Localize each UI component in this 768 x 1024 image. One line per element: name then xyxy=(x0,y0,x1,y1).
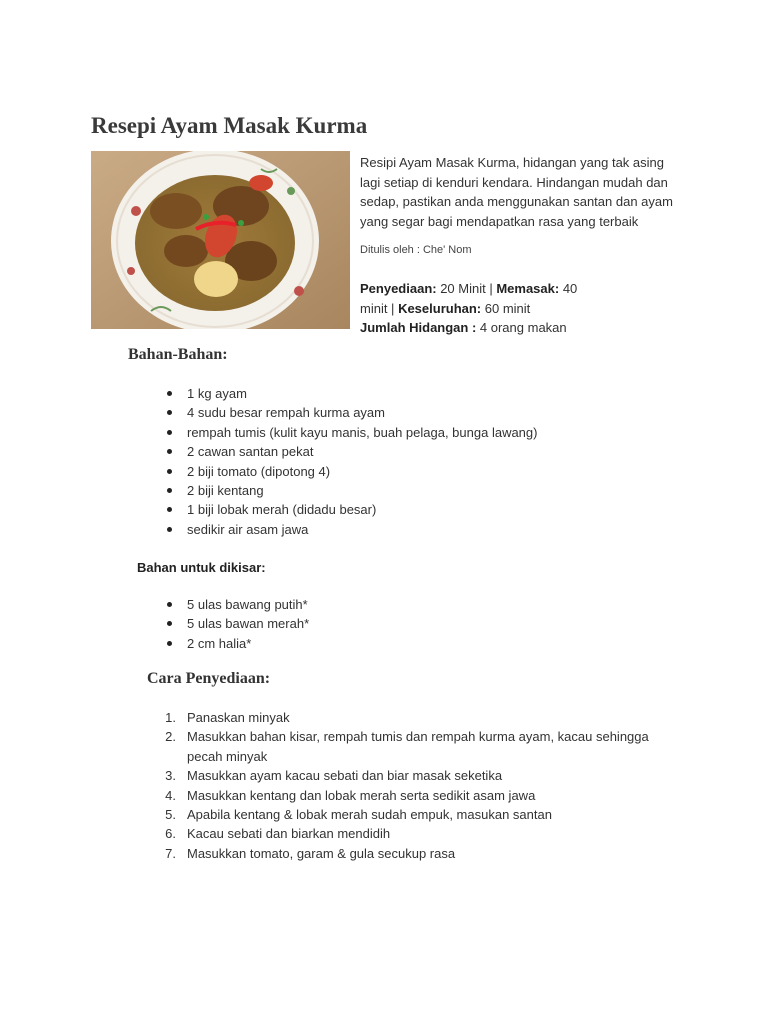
list-item: 1 kg ayam xyxy=(164,384,537,403)
serve-value: 4 orang makan xyxy=(476,320,567,335)
step-text: Masukkan ayam kacau sebati dan biar masak seketika xyxy=(187,768,503,784)
step-text: Masukkan bahan kisar, rempah tumis dan rempah kurma ayam, kacau sehingga pecah minyak xyxy=(187,729,649,764)
prep-value: 20 Minit | xyxy=(436,281,497,296)
step-number: 7. xyxy=(165,845,176,861)
list-item: sedikir air asam jawa xyxy=(164,520,537,539)
blend-heading: Bahan untuk dikisar: xyxy=(137,560,266,575)
cook-label: Memasak: xyxy=(496,281,560,296)
step-text: Masukkan tomato, garam & gula secukup rasa xyxy=(187,845,456,861)
step-number: 3. xyxy=(165,768,176,784)
list-item xyxy=(164,824,667,843)
list-item: rempah tumis (kulit kayu manis, buah pelaga, bunga lawang) xyxy=(164,423,537,442)
recipe-author: Ditulis oleh : Che' Nom xyxy=(360,244,472,256)
dish-photo xyxy=(91,151,350,329)
recipe-intro: Resipi Ayam Masak Kurma, hidangan yang tak asing lagi setiap di kenduri kendara. Hindangan mudah dan sedap, pastikan anda menggunakan santan dan ayam yang segar bagi mendapatkan rasa yang terbaik xyxy=(360,155,673,229)
recipe-title: Resepi Ayam Masak Kurma xyxy=(91,113,368,138)
list-item: 5 ulas bawan merah* xyxy=(164,614,309,633)
total-value: 60 minit xyxy=(481,300,531,316)
step-number: 2. xyxy=(165,729,176,745)
recipe-meta xyxy=(360,279,592,338)
cook-value: 40 minit | xyxy=(360,281,578,316)
step-text: Kacau sebati dan biarkan mendidih xyxy=(187,826,391,842)
method-list xyxy=(164,708,667,863)
step-number: 6. xyxy=(165,826,176,842)
step-number: 4. xyxy=(165,787,176,803)
list-item xyxy=(164,786,667,805)
list-item: 4 sudu besar rempah kurma ayam xyxy=(164,403,537,422)
ingredients-list xyxy=(164,384,537,539)
step-text: Panaskan minyak xyxy=(187,710,290,725)
dish-photo-illustration xyxy=(91,151,350,329)
step-text: Apabila kentang & lobak merah sudah empuk, masukan santan xyxy=(187,807,552,823)
list-item: 1 biji lobak merah (didadu besar) xyxy=(164,500,537,519)
step-number: 5. xyxy=(165,807,176,823)
blend-list xyxy=(164,595,309,653)
prep-label: Penyediaan: xyxy=(360,281,437,296)
serve-label: Jumlah Hidangan : xyxy=(360,320,477,335)
method-heading: Cara Penyediaan: xyxy=(147,670,271,687)
list-item: 2 cawan santan pekat xyxy=(164,442,537,461)
list-item: 2 biji kentang xyxy=(164,481,537,500)
list-item xyxy=(164,727,667,766)
step-number: 1. xyxy=(165,710,176,725)
list-item xyxy=(164,708,667,727)
ingredients-heading: Bahan-Bahan: xyxy=(128,346,228,363)
list-item: 2 cm halia* xyxy=(164,634,309,653)
list-item: 5 ulas bawang putih* xyxy=(164,595,309,614)
list-item xyxy=(164,844,667,863)
total-label: Keseluruhan: xyxy=(398,300,482,316)
list-item: 2 biji tomato (dipotong 4) xyxy=(164,462,537,481)
step-text: Masukkan kentang dan lobak merah serta sedikit asam jawa xyxy=(187,787,536,803)
list-item xyxy=(164,805,667,824)
list-item xyxy=(164,766,667,785)
